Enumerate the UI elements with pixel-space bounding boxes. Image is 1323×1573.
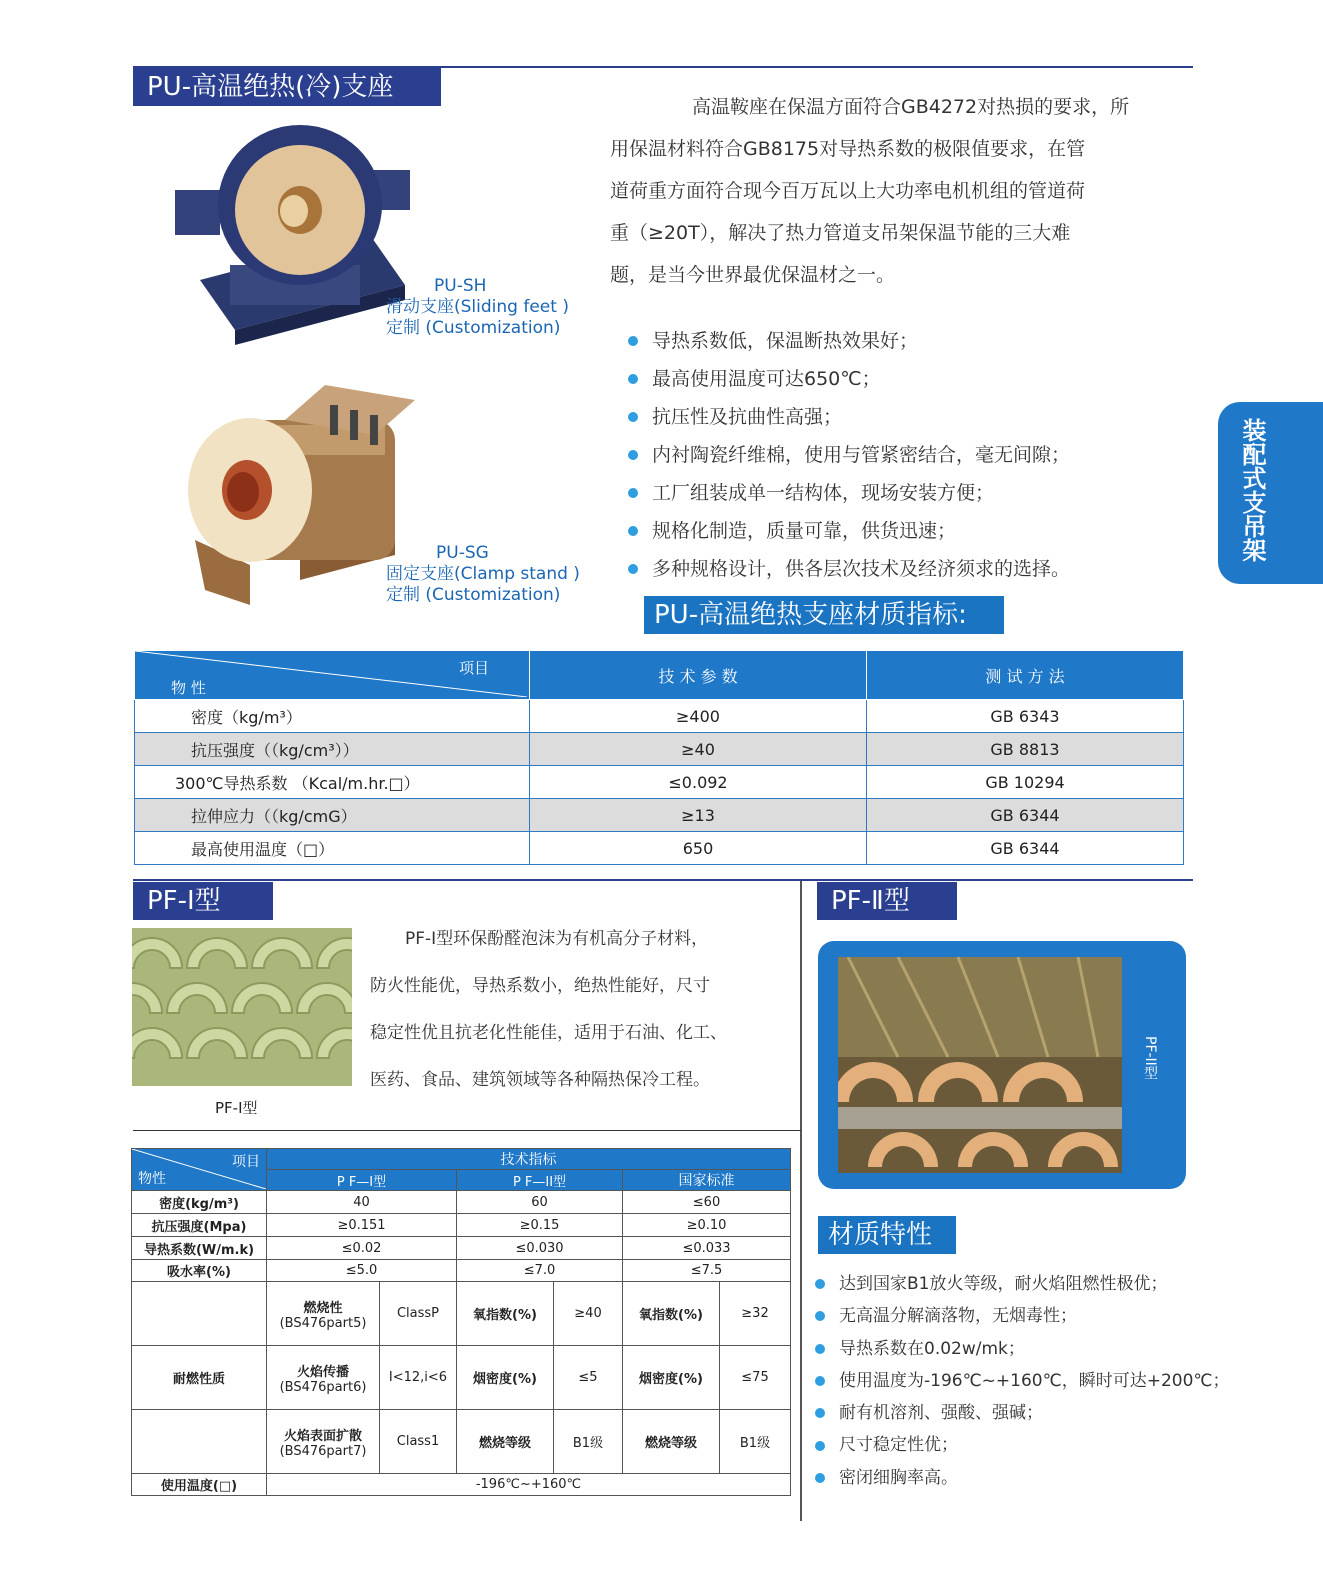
pu-sg-caption: [386, 543, 580, 606]
material-feature-item: 尺寸稳定性优；: [813, 1429, 1230, 1461]
table-row: [132, 1474, 791, 1496]
spec-cell-property: 密度（kg/m³）: [135, 700, 530, 733]
pf-cell-pf1: ≥0.151: [267, 1214, 457, 1237]
pf-fire-key1: 燃烧等级: [457, 1410, 554, 1474]
pf-fire-empty: [132, 1282, 267, 1346]
pu-sg-name: 固定支座(Clamp stand ): [386, 564, 580, 584]
pu-sg-image: [175, 380, 420, 605]
spec-cell-property: 抗压强度（（kg/cm³））: [135, 733, 530, 766]
pf-header-property: 物性: [138, 1171, 166, 1187]
pf-fire-label: 耐燃性质: [132, 1346, 267, 1410]
spec-cell-property: 300℃导热系数 （Kcal/m.hr.□）: [135, 766, 530, 799]
table-row: [132, 1410, 791, 1474]
pf1-image-caption: PF-I型: [215, 1099, 258, 1117]
material-feature-item: 使用温度为-196℃~+160℃，瞬时可达+200℃；: [813, 1365, 1230, 1397]
spec-cell-method: GB 6343: [867, 700, 1184, 733]
pu-feature-item: 工厂组装成单一结构体，现场安装方便；: [626, 474, 1070, 512]
pf1-desc-line: 稳定性优且抗老化性能佳，适用于石油、化工、: [370, 1023, 727, 1043]
spec-cell-param: ≥40: [530, 733, 867, 766]
spec-cell-property: 最高使用温度（□）: [135, 832, 530, 865]
table-row: [135, 799, 1184, 832]
pf-fire-test: [267, 1346, 380, 1410]
pu-description: [610, 86, 1129, 296]
table-row: [132, 1260, 791, 1282]
pu-sh-custom: 定制 (Customization): [386, 318, 561, 338]
pf-fire-key2: 燃烧等级: [623, 1410, 720, 1474]
pf-cell-pf2: ≥0.15: [457, 1214, 623, 1237]
pf-fire-test-std: (BS476part6): [279, 1379, 367, 1395]
pf-cell-nat: ≤0.033: [623, 1237, 791, 1260]
pf-cell-pf2: ≤0.030: [457, 1237, 623, 1260]
spec-cell-param: ≥13: [530, 799, 867, 832]
material-title: 材质特性: [818, 1216, 956, 1254]
pf-table-rule: [133, 1130, 801, 1131]
pf-fire-test-std: (BS476part7): [279, 1443, 367, 1459]
pf-fire-key2: 氧指数(%): [623, 1282, 720, 1346]
table-row: [135, 733, 1184, 766]
pf-fire-test-name: 火焰传播: [296, 1364, 349, 1380]
spec-header-property: 物 性: [171, 679, 206, 697]
pu-feature-item: 内衬陶瓷纤维棉，使用与管紧密结合，毫无间隙；: [626, 436, 1070, 474]
spec-header-param: 技 术 参 数: [530, 651, 867, 700]
pu-feature-list: [626, 322, 1070, 588]
pf-cell-nat: ≥0.10: [623, 1214, 791, 1237]
pf-cell-nat: ≤7.5: [623, 1260, 791, 1282]
pf-fire-test-name: 燃烧性: [303, 1300, 343, 1316]
spec-header-item: 项目: [458, 659, 489, 677]
material-feature-item: 耐有机溶剂、强酸、强碱；: [813, 1397, 1230, 1429]
spec-cell-param: ≤0.092: [530, 766, 867, 799]
pf-temp-value: -196℃~+160℃: [267, 1474, 791, 1496]
pf-header-tech: 技术指标: [267, 1149, 791, 1170]
pf1-image: [132, 928, 352, 1086]
material-feature-item: 导热系数在0.02w/mk；: [813, 1333, 1230, 1365]
pu-feature-item: 导热系数低，保温断热效果好；: [626, 322, 1070, 360]
pf-header-item: 项目: [232, 1154, 260, 1170]
pf1-desc-line: 防火性能优，导热系数小，绝热性能好，尺寸: [370, 976, 710, 996]
pf2-image-label: PF-II型: [1142, 1036, 1158, 1080]
pu-desc-line: 用保温材料符合GB8175对导热系数的极限值要求，在管: [610, 138, 1086, 160]
pf-fire-val2: ≥32: [720, 1282, 791, 1346]
table-row: [135, 700, 1184, 733]
pf-fire-result: I<12,i<6: [380, 1346, 457, 1410]
pf-cell-pf1: 40: [267, 1191, 457, 1214]
pf1-description: [370, 916, 727, 1104]
spec-header-method: 测 试 方 法: [867, 651, 1184, 700]
pu-feature-item: 最高使用温度可达650℃；: [626, 360, 1070, 398]
pf-cell-property: 密度(kg/m³): [132, 1191, 267, 1214]
pf-fire-result: Class1: [380, 1410, 457, 1474]
table-row: [132, 1191, 791, 1214]
spec-header-diagonal: [135, 651, 530, 700]
pf-fire-test-std: (BS476part5): [279, 1315, 367, 1331]
pf1-desc-line: 医药、食品、建筑领域等各种隔热保冷工程。: [370, 1070, 710, 1090]
table-row: [132, 1214, 791, 1237]
spec-cell-method: GB 10294: [867, 766, 1184, 799]
pf-fire-key1: 氧指数(%): [457, 1282, 554, 1346]
pu-sg-model: PU-SG: [436, 543, 489, 563]
pf1-title: PF-Ⅰ型: [133, 882, 273, 920]
pu-sh-model: PU-SH: [434, 276, 487, 296]
pf-fire-key1: 烟密度(%): [457, 1346, 554, 1410]
pu-feature-item: 抗压性及抗曲性高强；: [626, 398, 1070, 436]
pf-cell-nat: ≤60: [623, 1191, 791, 1214]
pf-fire-val2: ≤75: [720, 1346, 791, 1410]
side-tab-label: 装配式支吊架: [1238, 418, 1266, 562]
spec-cell-method: GB 6344: [867, 832, 1184, 865]
spec-cell-method: GB 6344: [867, 799, 1184, 832]
pf-fire-val2: B1级: [720, 1410, 791, 1474]
pf-fire-result: ClassP: [380, 1282, 457, 1346]
pf-cell-property: 抗压强度(Mpa): [132, 1214, 267, 1237]
pf-fire-test: [267, 1410, 380, 1474]
pf-cell-pf1: ≤0.02: [267, 1237, 457, 1260]
pu-sg-custom: 定制 (Customization): [386, 585, 561, 605]
pf1-desc-line: PF-I型环保酚醛泡沫为有机高分子材料，: [405, 929, 709, 949]
pf-header-nat: 国家标准: [623, 1170, 791, 1191]
pu-desc-line: 高温鞍座在保温方面符合GB4272对热损的要求，所: [692, 96, 1130, 118]
pf-cell-pf2: ≤7.0: [457, 1260, 623, 1282]
pf-fire-val1: ≤5: [554, 1346, 623, 1410]
table-row: [135, 832, 1184, 865]
pf-cell-property: 吸水率(%): [132, 1260, 267, 1282]
material-feature-list: [813, 1268, 1230, 1494]
material-feature-item: 达到国家B1放火等级，耐火焰阻燃性极优；: [813, 1268, 1230, 1300]
pf-header-pf2: P F—II型: [457, 1170, 623, 1191]
pu-sh-caption: [386, 276, 569, 339]
spec-cell-param: ≥400: [530, 700, 867, 733]
spec-cell-param: 650: [530, 832, 867, 865]
pu-feature-item: 规格化制造，质量可靠，供货迅速；: [626, 512, 1070, 550]
pf-table: [131, 1148, 791, 1496]
pf-fire-val1: ≥40: [554, 1282, 623, 1346]
spec-cell-method: GB 8813: [867, 733, 1184, 766]
pf-fire-val1: B1级: [554, 1410, 623, 1474]
table-row: [132, 1237, 791, 1260]
pu-desc-line: 重（≥20T），解决了热力管道支吊架保温节能的三大难: [610, 222, 1071, 244]
pu-feature-item: 多种规格设计，供各层次技术及经济须求的选择。: [626, 550, 1070, 588]
side-category-tab: [1218, 402, 1323, 584]
pf-cell-pf2: 60: [457, 1191, 623, 1214]
table-row: [135, 766, 1184, 799]
pf-fire-empty: [132, 1410, 267, 1474]
spec-table: [134, 650, 1184, 865]
material-feature-item: 无高温分解滴落物，无烟毒性；: [813, 1300, 1230, 1332]
pf-cell-pf1: ≤5.0: [267, 1260, 457, 1282]
pf-fire-test-name: 火焰表面扩散: [283, 1428, 362, 1444]
pf-header-pf1: P F—I型: [267, 1170, 457, 1191]
pf-rule: [133, 879, 1193, 881]
pf-cell-property: 导热系数(W/m.k): [132, 1237, 267, 1260]
pu-sh-image: [170, 115, 415, 345]
pu-sh-name: 滑动支座(Sliding feet ): [386, 297, 569, 317]
pf2-title: PF-Ⅱ型: [817, 882, 957, 920]
pu-section-title: PU-高温绝热(冷)支座: [133, 68, 441, 106]
spec-table-title: PU-高温绝热支座材质指标:: [644, 596, 1004, 634]
pf-fire-key2: 烟密度(%): [623, 1346, 720, 1410]
pf2-image-frame: [818, 941, 1186, 1189]
pf-temp-label: 使用温度(□): [132, 1474, 267, 1496]
material-feature-item: 密闭细胸率高。: [813, 1462, 1230, 1494]
pf-divider: [800, 881, 802, 1521]
pf-fire-test: [267, 1282, 380, 1346]
table-row: [132, 1282, 791, 1346]
spec-cell-property: 拉伸应力（（kg/cmG）: [135, 799, 530, 832]
pu-desc-line: 道荷重方面符合现今百万瓦以上大功率电机机组的管道荷: [610, 180, 1086, 202]
pf2-image: [838, 957, 1122, 1173]
pf-header-diagonal: [132, 1149, 267, 1191]
pu-desc-line: 题，是当今世界最优保温材之一。: [610, 264, 896, 286]
table-row: [132, 1346, 791, 1410]
